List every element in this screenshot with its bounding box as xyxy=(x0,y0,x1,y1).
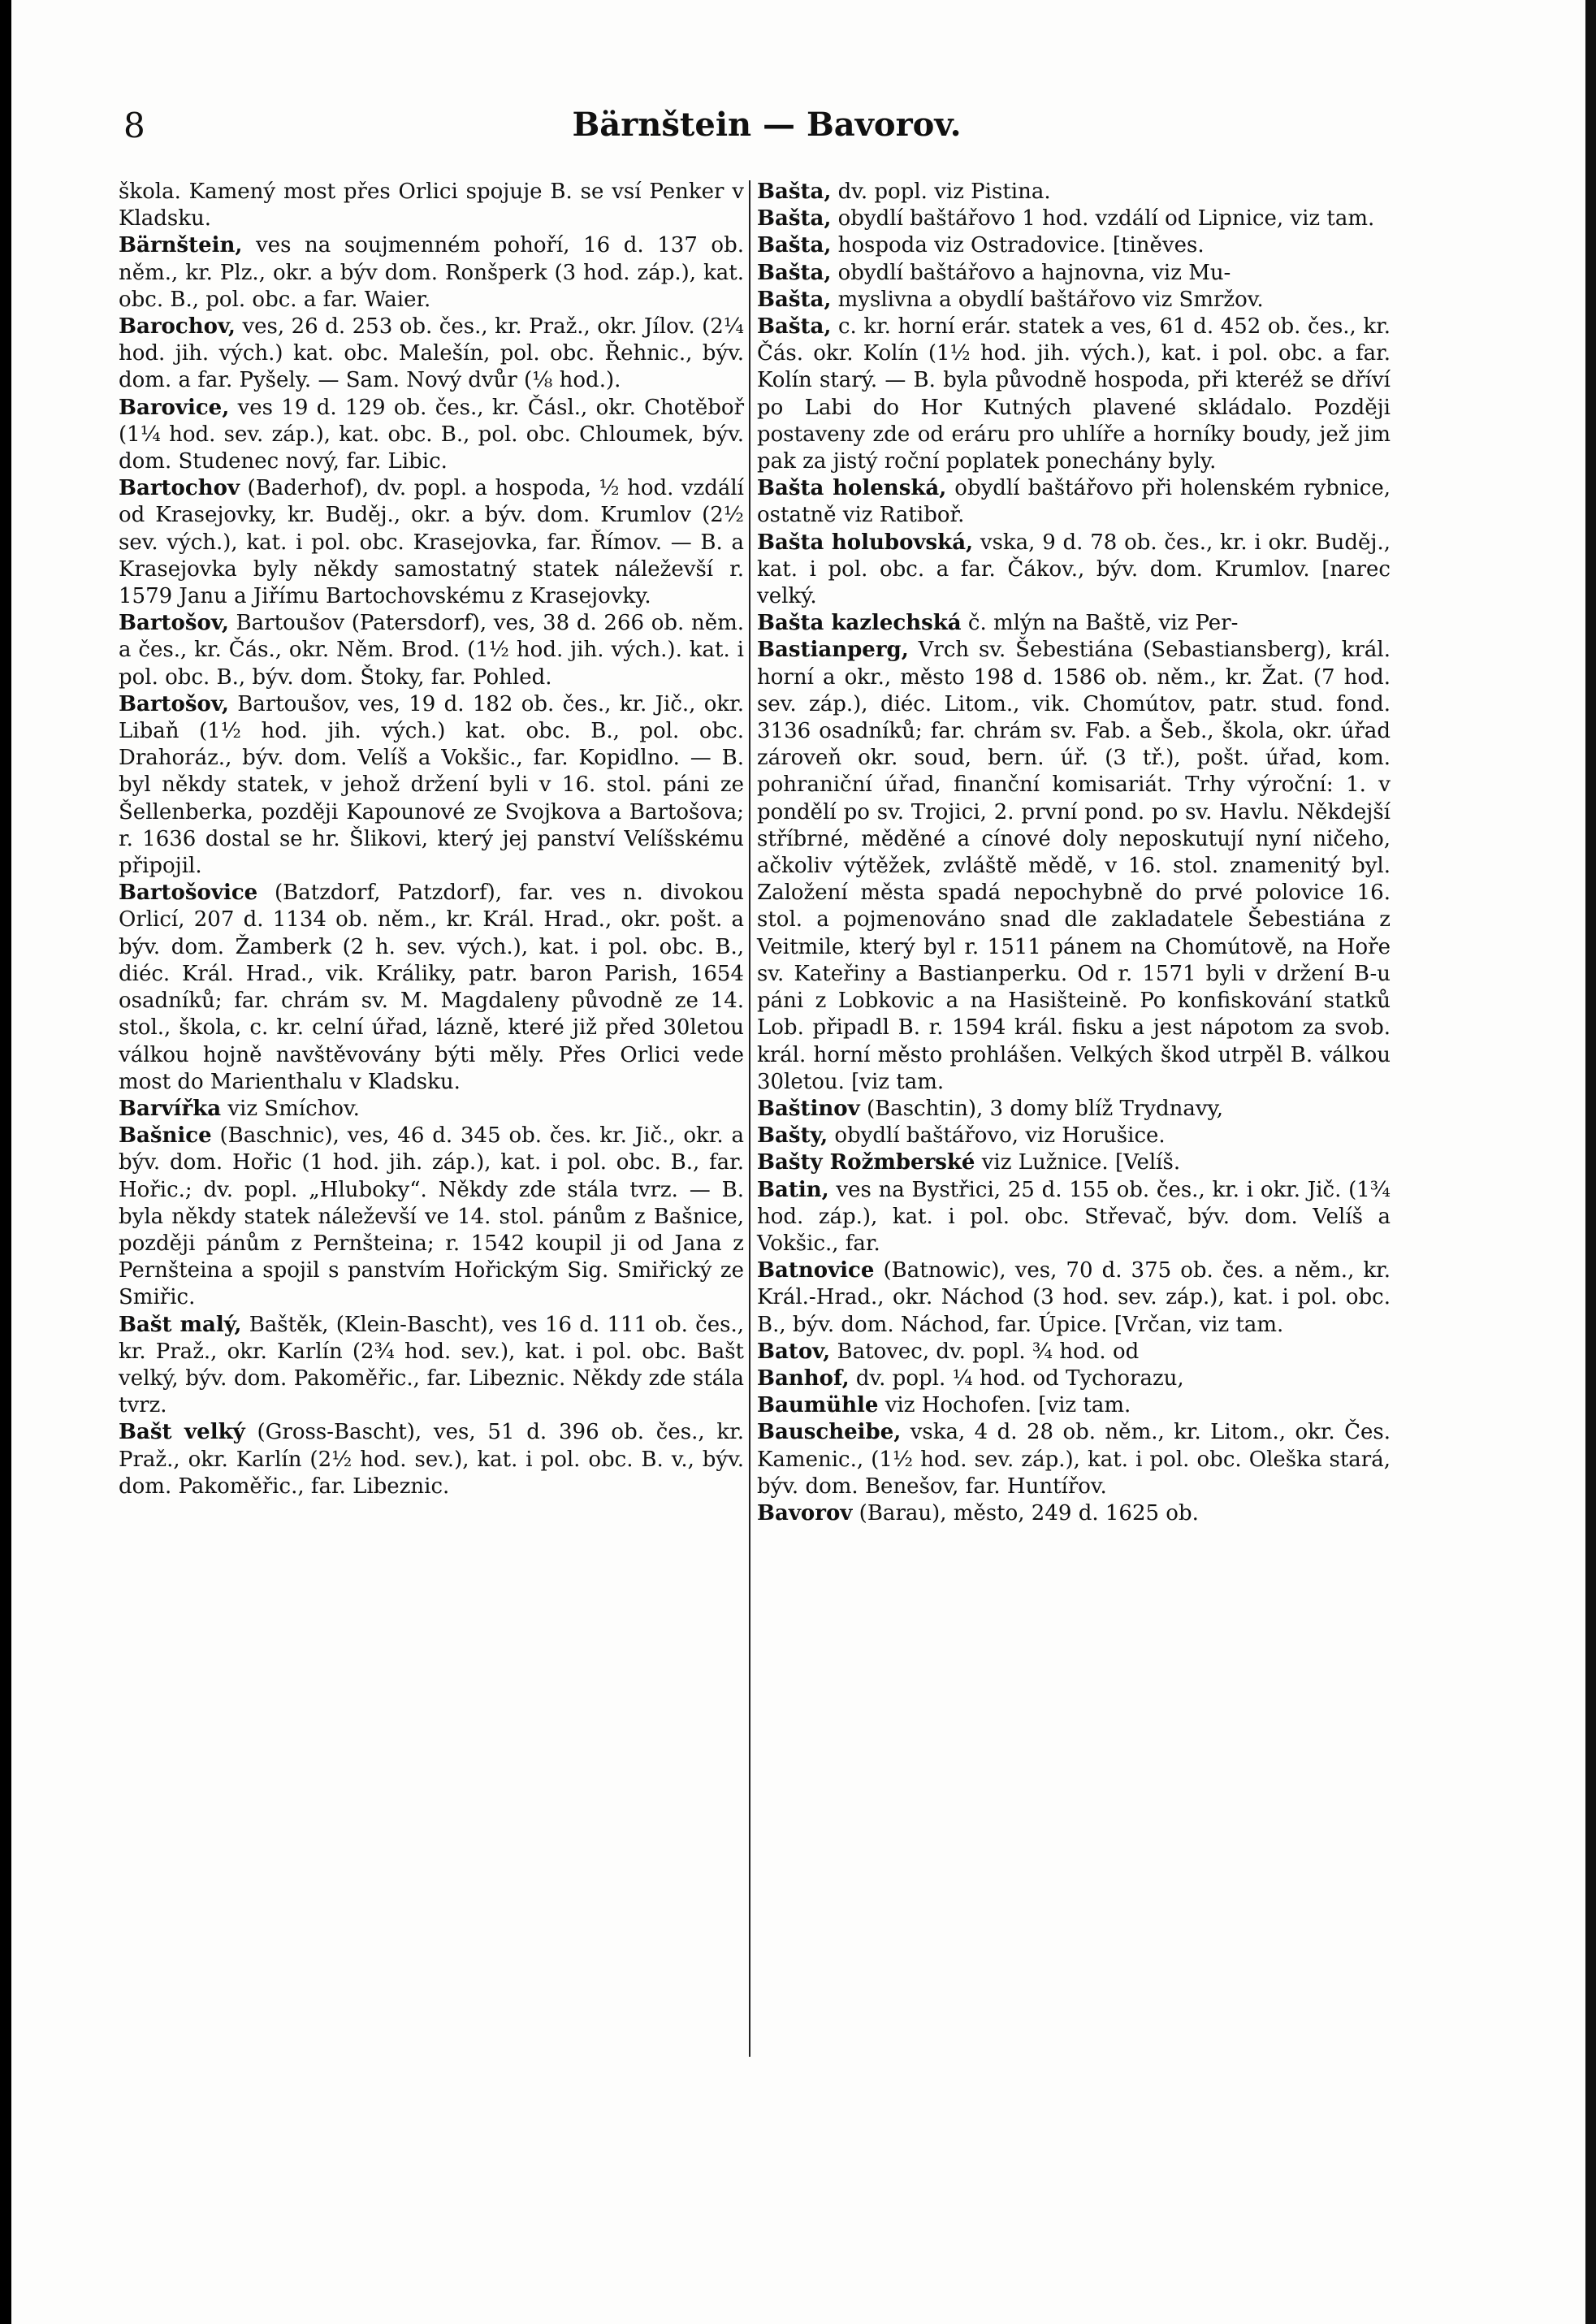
entry-text: viz Hochofen. [viz tam. xyxy=(878,1393,1131,1418)
entry-text: (Baschtin), 3 domy blíž Trydnavy, xyxy=(859,1096,1224,1121)
scan-edge xyxy=(1585,0,1596,2324)
gazetteer-entry xyxy=(757,1123,1391,1149)
entry-text: ves, 26 d. 253 ob. čes., kr. Praž., okr. Jílov. (2¼ hod. jih. vých.) kat. obc. Malešín, pol. obc. Řehnic., býv. dom. a far. Pyšely. — Sam. Nový dvůr (⅛ hod.). xyxy=(119,314,744,393)
gazetteer-entry xyxy=(119,1123,744,1311)
entry-text: hospoda viz Ostradovice. [tiněves. xyxy=(831,233,1205,258)
gazetteer-entry xyxy=(757,232,1391,259)
gazetteer-entry xyxy=(757,1257,1391,1339)
entry-headword: Bašta, xyxy=(757,287,832,312)
entry-headword: Batin, xyxy=(757,1177,829,1202)
entry-text: obydlí baštářovo, viz Horušice. xyxy=(828,1123,1166,1149)
gazetteer-entry xyxy=(119,314,744,395)
gazetteer-entry xyxy=(757,1177,1391,1258)
entry-text: obydlí baštářovo 1 hod. vzdálí od Lipnice, viz tam. xyxy=(831,206,1375,232)
gazetteer-entry xyxy=(757,610,1391,637)
entry-text: c. kr. horní erár. statek a ves, 61 d. 452 ob. čes., kr. Čás. okr. Kolín (1½ hod. jih. vých.), kat. i pol. obc. a far. Kolín starý. — B. byla původně hospoda, při kteréž se dříví po Labi do Hor Kutných plavené skládalo. Později postaveny zde od eráru pro uhlíře a horníky boudy, jež jim pak za jistý roční poplatek ponechány byly. xyxy=(757,314,1391,474)
entry-headword: Batov, xyxy=(757,1339,831,1364)
page-number: 8 xyxy=(123,106,145,145)
entry-text: ves na Bystřici, 25 d. 155 ob. čes., kr. i okr. Jič. (1¾ hod. záp.), kat. i pol. obc. Střevač, býv. dom. Velíš a Vokšic., far. xyxy=(757,1177,1391,1256)
entry-text: obydlí baštářovo při holenském rybnice, ostatně viz Ratiboř. xyxy=(757,476,1391,528)
entry-text: ves 19 d. 129 ob. čes., kr. Čásl., okr. Chotěboř (1¼ hod. sev. záp.), kat. obc. B., pol. obc. Chloumek, býv. dom. Studenec nový, far. Libic. xyxy=(119,395,744,474)
gazetteer-entry xyxy=(757,206,1391,232)
gazetteer-entry xyxy=(757,314,1391,475)
left-column xyxy=(119,179,744,1500)
entry-text: (Baschnic), ves, 46 d. 345 ob. čes. kr. Jič., okr. a býv. dom. Hořic (1 hod. jih. záp.), kat. i pol. obc. B., far. Hořic.; dv. popl. „Hluboky“. Někdy zde stála tvrz. — B. byla někdy statek náleževší ve 14. stol. pánům z Bašnice, později pánům z Pernšteina; r. 1542 koupil ji od Jana z Pernšteina a spojil s panstvím Hořickým Sig. Smiřický ze Smiřic. xyxy=(119,1123,744,1310)
entry-headword: Bašta kazlechská xyxy=(757,611,962,636)
gazetteer-entry xyxy=(757,637,1391,1095)
entry-headword: Bašta, xyxy=(757,206,832,232)
entry-headword: Barochov, xyxy=(119,314,236,340)
entry-text: škola. Kamený most přes Orlici spojuje B. se vsí Penker v Kladsku. xyxy=(119,180,744,232)
entry-headword: Batnovice xyxy=(757,1258,875,1283)
entry-text: Bartoušov, ves, 19 d. 182 ob. čes., kr. Jič., okr. Libaň (1½ hod. jih. vých.) kat. obc. B., pol. obc. Drahoráz., býv. dom. Velíš a Vokšic., far. Kopidlno. — B. byl někdy statek, v jehož držení byli v 16. stol. páni ze Šellenberka, později Kapounové ze Svojkova a Bartošova; r. 1636 dostal se hr. Šlikovi, který jej panství Velíšskému připojil. xyxy=(119,691,744,879)
entry-headword: Bašty Rožmberské xyxy=(757,1150,975,1175)
entry-headword: Bašt velký xyxy=(119,1420,245,1445)
gazetteer-entry xyxy=(757,260,1391,287)
entry-text: č. mlýn na Baště, viz Per- xyxy=(961,611,1239,636)
column-divider xyxy=(749,180,750,2057)
gazetteer-entry xyxy=(119,179,744,232)
entry-text: myslivna a obydlí baštářovo viz Smržov. xyxy=(831,287,1264,312)
entry-text: dv. popl. ¼ hod. od Tychorazu, xyxy=(849,1365,1184,1391)
gazetteer-entry xyxy=(119,475,744,610)
entry-headword: Bašta holenská, xyxy=(757,476,947,501)
entry-headword: Bavorov xyxy=(757,1500,853,1526)
entry-headword: Baštinov xyxy=(757,1096,860,1121)
entry-text: (Barau), město, 249 d. 1625 ob. xyxy=(852,1500,1199,1526)
entry-text: Vrch sv. Šebestiána (Sebastiansberg), král. horní a okr., město 198 d. 1586 ob. něm., kr. Žat. (7 hod. sev. záp.), diéc. Litom., vik. Chomútov, patr. stud. fond. 3136 osadníků; far. chrám sv. Fab. a Šeb., škola, okr. úřad zároveň okr. soud, bern. úř. (3 tř.), pošt. úřad, kom. pohraniční úřad, finanční komisariát. Trhy výroční: 1. v pondělí po sv. Trojici, 2. první pond. po sv. Havlu. Někdejší stříbrné, měděné a cínové doly neposkutují nyní ničeho, ačkoliv výtěžek, zvláště mědě, v 16. stol. znamenitý byl. Založení města spadá nepochybně do prvé polovice 16. stol. a pojmenováno snad dle zakladatele Šebestiána z Veitmile, který byl r. 1511 pánem na Chomútově, na Hoře sv. Kateřiny a Bastianperku. Od r. 1571 byli v držení B-u páni z Lobkovic a na Hasišteině. Po konfiskování statků Lob. připadl B. r. 1594 král. fisku a jest nápotom za svob. král. horní město prohlášen. Velkých škod utrpěl B. válkou 30letou. [viz tam. xyxy=(757,638,1391,1094)
entry-headword: Barovice, xyxy=(119,395,230,420)
gazetteer-entry xyxy=(119,691,744,880)
entry-headword: Bašta, xyxy=(757,260,832,285)
gazetteer-entry xyxy=(757,287,1391,314)
gazetteer-entry xyxy=(757,179,1391,206)
right-column xyxy=(757,179,1391,1527)
entry-text: dv. popl. viz Pistina. xyxy=(831,180,1051,204)
entry-text: viz Lužnice. [Velíš. xyxy=(975,1150,1181,1175)
entry-text: (Gross-Bascht), ves, 51 d. 396 ob. čes., kr. Praž., okr. Karlín (2½ hod. sev.), kat. i pol. obc. B. v., býv. dom. Pakoměřic., far. Libeznic. xyxy=(119,1420,744,1499)
entry-text: Baštěk, (Klein-Bascht), ves 16 d. 111 ob. čes., kr. Praž., okr. Karlín (2¾ hod. sev.), kat. i pol. obc. Bašt velký, býv. dom. Pakoměřic., far. Libeznic. Někdy zde stála tvrz. xyxy=(119,1312,744,1418)
entry-headword: Bauscheibe, xyxy=(757,1420,902,1445)
entry-text: vska, 4 d. 28 ob. něm., kr. Litom., okr. Čes. Kamenic., (1½ hod. sev. záp.), kat. i pol. obc. Oleška stará, býv. dom. Benešov, far. Huntířov. xyxy=(757,1420,1391,1499)
entry-headword: Banhof, xyxy=(757,1365,850,1391)
entry-headword: Bašt malý, xyxy=(119,1312,242,1337)
entry-text: ves na soujmenném pohoří, 16 d. 137 ob. něm., kr. Plz., okr. a býv dom. Ronšperk (3 hod. záp.), kat. obc. B., pol. obc. a far. Waier. xyxy=(119,233,744,312)
entry-text: (Batzdorf, Patzdorf), far. ves n. divokou Orlicí, 207 d. 1134 ob. něm., kr. Král. Hrad., okr. pošt. a býv. dom. Žamberk (2 h. sev. vých.), kat. i pol. obc. B., diéc. Král. Hrad., vik. Králiky, patr. baron Parish, 1654 osadníků; far. chrám sv. M. Magdaleny původně ze 14. stol., škola, c. kr. celní úřad, lázně, které již před 30letou válkou hojně navštěvovány býti měly. Přes Orlici vede most do Marienthalu v Kladsku. xyxy=(119,881,744,1094)
gazetteer-entry xyxy=(757,1339,1391,1365)
dictionary-page xyxy=(11,0,1585,2324)
entry-headword: Bartošov, xyxy=(119,611,229,636)
entry-text: viz Smíchov. xyxy=(221,1096,360,1121)
gazetteer-entry xyxy=(757,1392,1391,1419)
gazetteer-entry xyxy=(757,530,1391,611)
entry-headword: Bašta, xyxy=(757,180,832,204)
gazetteer-entry xyxy=(757,475,1391,529)
entry-text: Batovec, dv. popl. ¾ hod. od xyxy=(830,1339,1140,1364)
entry-headword: Bašta, xyxy=(757,314,832,340)
entry-headword: Bartošovice xyxy=(119,881,258,906)
entry-text: Bartoušov (Patersdorf), ves, 38 d. 266 ob. něm. a čes., kr. Čás., okr. Něm. Brod. (1½ hod. jih. vých.). kat. i pol. obc. B., býv. dom. Štoky, far. Pohled. xyxy=(119,611,744,690)
page-header xyxy=(117,106,1417,154)
entry-text: (Batnowic), ves, 70 d. 375 ob. čes. a něm., kr. Král.-Hrad., okr. Náchod (3 hod. sev. záp.), kat. i pol. obc. B., býv. dom. Náchod, far. Úpice. [Vrčan, viz tam. xyxy=(757,1258,1391,1337)
gazetteer-entry xyxy=(119,1419,744,1500)
entry-headword: Bašta, xyxy=(757,233,832,258)
gazetteer-entry xyxy=(757,1365,1391,1392)
gazetteer-entry xyxy=(119,395,744,476)
entry-headword: Bašty, xyxy=(757,1123,828,1149)
gazetteer-entry xyxy=(757,1096,1391,1123)
gazetteer-entry xyxy=(757,1149,1391,1176)
gazetteer-entry xyxy=(757,1419,1391,1500)
entry-headword: Bašta holubovská, xyxy=(757,530,974,555)
entry-headword: Bartošov, xyxy=(119,691,229,716)
entry-text: obydlí baštářovo a hajnovna, viz Mu- xyxy=(831,260,1231,285)
entry-headword: Bastianperg, xyxy=(757,638,909,663)
entry-text: (Baderhof), dv. popl. a hospoda, ½ hod. vzdálí od Krasejovky, kr. Buděj., okr. a býv. dom. Krumlov (2½ sev. vých.), kat. i pol. obc. Krasejovka, far. Římov. — B. a Krasejovka byly někdy samostatný statek náleževší r. 1579 Janu a Jiřímu Bartochovskému z Krasejovky. xyxy=(119,476,744,609)
gazetteer-entry xyxy=(119,610,744,691)
gazetteer-entry xyxy=(119,232,744,314)
gazetteer-entry xyxy=(119,880,744,1096)
running-title: Bärnštein — Bavorov. xyxy=(572,106,962,144)
entry-headword: Bärnštein, xyxy=(119,233,243,258)
entry-text: vska, 9 d. 78 ob. čes., kr. i okr. Buděj., kat. i pol. obc. a far. Čákov., býv. dom. Krumlov. [narec velký. xyxy=(757,530,1391,609)
gazetteer-entry xyxy=(119,1312,744,1420)
entry-headword: Barvířka xyxy=(119,1096,222,1121)
entry-headword: Bartochov xyxy=(119,476,240,501)
gazetteer-entry xyxy=(119,1096,744,1123)
entry-headword: Bašnice xyxy=(119,1123,212,1149)
entry-headword: Baumühle xyxy=(757,1393,879,1418)
gazetteer-entry xyxy=(757,1500,1391,1527)
